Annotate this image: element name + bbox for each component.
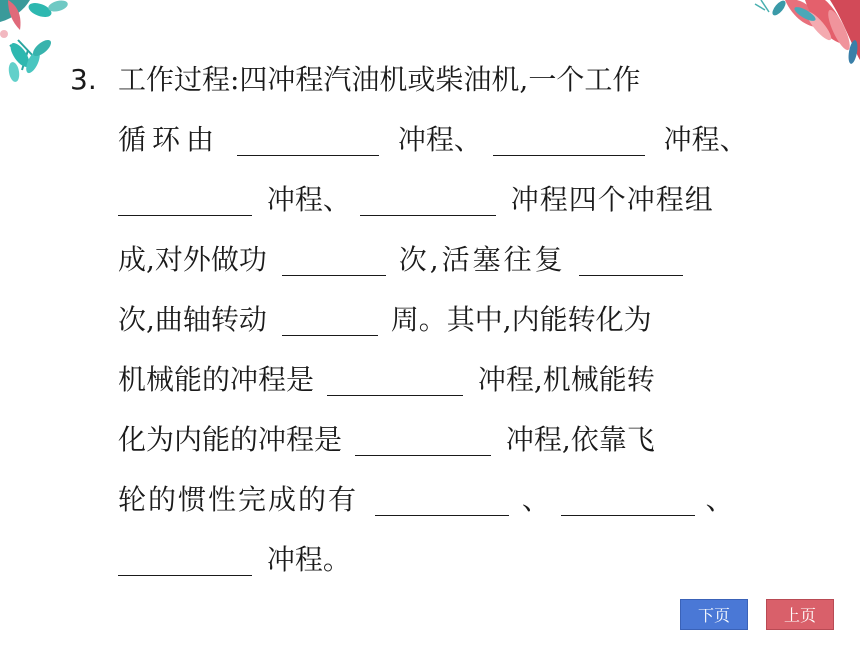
text-segment: 冲程。 — [266, 543, 351, 576]
answer-blank[interactable] — [237, 120, 379, 156]
answer-blank[interactable] — [561, 480, 695, 516]
answer-blank[interactable] — [375, 480, 509, 516]
answer-blank[interactable] — [118, 180, 252, 216]
floral-decoration-top-right — [735, 0, 860, 70]
question-number: 3. — [70, 63, 97, 96]
text-segment: 冲程、 — [663, 123, 748, 156]
question-line-3 — [118, 180, 714, 220]
text-segment: 冲程、 — [266, 183, 351, 216]
text-segment: 次,活塞往复 — [398, 243, 566, 276]
answer-blank[interactable] — [360, 180, 496, 216]
question-line-6 — [118, 360, 655, 400]
text-segment: 化为内能的冲程是 — [118, 423, 343, 456]
answer-blank[interactable] — [282, 240, 386, 276]
answer-blank[interactable] — [118, 540, 252, 576]
text-segment: 冲程、 — [397, 123, 482, 156]
text-segment: 冲程,机械能转 — [477, 363, 655, 396]
text-segment: 轮的惯性完成的有 — [118, 483, 359, 516]
answer-blank[interactable] — [282, 300, 378, 336]
text-segment: 周。其中,内能转化为 — [390, 303, 652, 336]
question-line-2 — [118, 120, 748, 160]
answer-blank[interactable] — [355, 420, 491, 456]
answer-blank[interactable] — [493, 120, 645, 156]
text-segment: 次,曲轴转动 — [118, 303, 267, 336]
question-line-5 — [118, 300, 652, 340]
answer-blank[interactable] — [327, 360, 463, 396]
text-segment: 循环由 — [118, 123, 221, 156]
text-segment: 工作过程:四冲程汽油机或柴油机,一个工作 — [118, 63, 641, 96]
text-segment: 机械能的冲程是 — [118, 363, 315, 396]
answer-blank[interactable] — [579, 240, 683, 276]
question-line-7 — [118, 420, 655, 460]
text-segment: 、 — [705, 483, 734, 516]
question-line-4 — [118, 240, 683, 280]
question-line-1 — [118, 60, 640, 100]
question-line-9 — [118, 540, 351, 580]
text-segment: 、 — [521, 483, 550, 516]
text-segment: 冲程四个冲程组 — [510, 183, 714, 216]
text-segment: 冲程,依靠飞 — [505, 423, 655, 456]
text-segment: 成,对外做功 — [118, 243, 267, 276]
next-page-button[interactable]: 下页 — [680, 599, 748, 630]
question-line-8 — [118, 480, 734, 520]
previous-page-button[interactable]: 上页 — [766, 599, 834, 630]
